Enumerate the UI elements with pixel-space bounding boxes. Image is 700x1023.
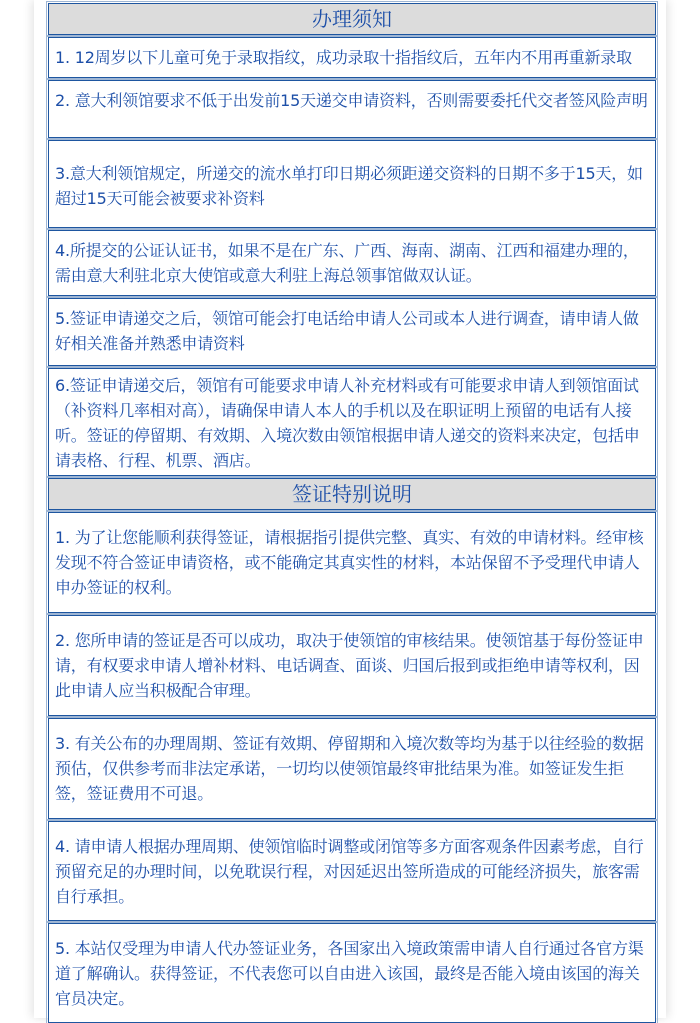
notice-item-text: 2. 您所申请的签证是否可以成功，取决于使领馆的审核结果。使领馆基于每份签证申请，有权要求申请人增补材料、电话调查、面谈、归国后报到或拒绝申请等权利，因此申请人应当积极配合审理。 [55,631,644,700]
notice-item [48,368,656,476]
notice-item [48,230,656,296]
notice-item [48,80,656,138]
notice-item-text: 5. 本站仅受理为申请人代办签证业务，各国家出入境政策需申请人自行通过各官方渠道了解确认。获得签证，不代表您可以自由进入该国，最终是否能入境由该国的海关官员决定。 [55,939,644,1008]
section-title-notes: 办理须知 [48,3,656,35]
content-page [34,0,666,1018]
notice-item [48,821,656,921]
notice-item-text: 3.意大利领馆规定，所递交的流水单打印日期必须距递交资料的日期不多于15天，如超过15天可能会被要求补资料 [55,164,643,208]
notice-item-text: 6.签证申请递交后，领馆有可能要求申请人补充材料或有可能要求申请人到领馆面试（补资料几率相对高），请确保申请人本人的手机以及在职证明上预留的电话有人接听。签证的停留期、有效期、入境次数由领馆根据申请人递交的资料来决定，包括申请表格、行程、机票、酒店。 [55,376,640,470]
notice-item-text: 2. 意大利领馆要求不低于出发前15天递交申请资料，否则需要委托代交者签风险声明 [55,91,648,110]
notice-item-text: 3. 有关公布的办理周期、签证有效期、停留期和入境次数等均为基于以往经验的数据预估，仅供参考而非法定承诺，一切均以使领馆最终审批结果为准。如签证发生拒签，签证费用不可退。 [55,734,644,803]
notice-item [48,718,656,819]
notice-item-text: 5.签证申请递交之后，领馆可能会打电话给申请人公司或本人进行调查，请申请人做好相关准备并熟悉申请资料 [55,309,639,353]
notice-item [48,923,656,1023]
section-title-visa-notes: 签证特别说明 [48,478,656,510]
notice-item [48,298,656,366]
notice-item [48,140,656,228]
notice-item-text: 1. 为了让您能顺利获得签证，请根据指引提供完整、真实、有效的申请材料。经审核发现不符合签证申请资格，或不能确定其真实性的材料，本站保留不予受理代申请人申办签证的权利。 [55,528,644,597]
notice-item [48,512,656,613]
notice-item [48,37,656,78]
notice-item-text: 4.所提交的公证认证书，如果不是在广东、广西、海南、湖南、江西和福建办理的，需由意大利驻北京大使馆或意大利驻上海总领事馆做双认证。 [55,241,639,285]
notice-item-text: 1. 12周岁以下儿童可免于录取指纹，成功录取十指指纹后，五年内不用再重新录取 [55,48,632,67]
notice-item [48,615,656,716]
notice-item-text: 4. 请申请人根据办理周期、使领馆临时调整或闭馆等多方面客观条件因素考虑，自行预留充足的办理时间，以免耽误行程，对因延迟出签所造成的可能经济损失，旅客需自行承担。 [55,837,644,906]
